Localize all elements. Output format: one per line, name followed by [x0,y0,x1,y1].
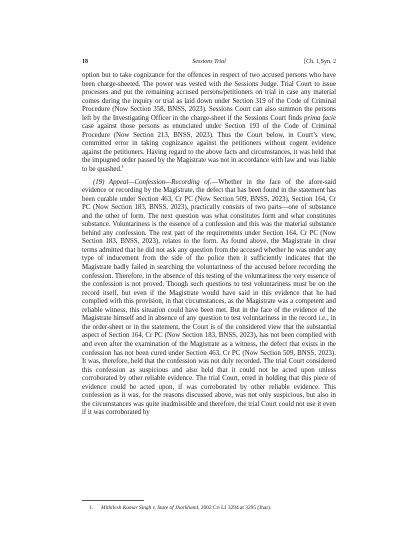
page-header [82,57,336,67]
paragraph-text: case against those persons as enunciated under Section 193 of the Code of Criminal Procedure (Now Section 213, BNSS, 2023). Thus the Court below, in Court’s view, committed error in taking cognizance against the petitioners without cogent evidence against the petitioners. Having regard to the above facts and circumstances, it was held that the impugned order passed by the Magistrate was not in accordance with law and was liable to be quashed. [82,123,336,174]
paragraph-text: , in the order-sheet or in the statement, the Court is of the considered view that the substantial aspect of Section 164, Cr PC (Now Section 183, BNSS, 2023), has not been complied with and even after the examination of the Magistrate as a witness, the defect that exists in the confession has not been cured under Section 463, Cr PC (Now Section 509, BNSS, 2023). It was, therefore, held that the confession was not duly recorded. The trial Court considered this confession as suspicious and also held that it could not be acted upon unless corroborated by other reliable evidence. The trial Court, erred in holding that this piece of evidence could be acted upon, if was corroborated by other reliable evidence. This confession as it was, for the reasons discussed above, was not only suspicious, but also in the circumstances was quite inadmissible and therefore, the trial Court could not use it even if it was corroborated by [82,315,336,417]
chapter-reference: [Ch. 1,Syn. 2 [304,59,336,65]
footnote-number: 1. [89,505,94,511]
body-text [82,72,336,418]
footnote-case-name: Mithilesh Kumar Singh v. State of Jharkhand [101,505,199,511]
running-title: Sessions Trial [192,59,226,65]
paragraph-heading: (19) Appeal—Confession—Recording of. [93,178,212,186]
italic-term: i.e. [318,315,327,323]
footnote-marker[interactable]: 1 [121,164,124,170]
paragraph-text: option but to take cognizance for the offences in respect of two accused persons who have been charge-sheeted. The power was vested with the Sessions Judge. Trial Court to issue processes and put the remaining accused persons/petitioners on trial in case any material comes during the inquiry or trial as laid down under Section 319 of the Code of Criminal Procedure (Now Section 358, BNSS, 2023). Sessions Court can also summon the persons left by the Investigating Officer in the charge-sheet if the Sessions Court finds [82,72,336,122]
page-number: 18 [82,59,88,65]
footnote [82,505,336,512]
footnote-divider [82,500,144,501]
paragraph-19 [82,179,336,418]
paragraph-continued [82,72,336,175]
footnote-citation: , 2002 Cri LJ 3294 at 3295 (Jhar). [198,505,272,511]
italic-term: prima facie [304,114,336,122]
paragraph-text: —Whether in the face of the afore-said evidence or recording by the Magistrate, the defect that has been found in the statement has been curable under Section 463, Cr PC (Now Section 509, BNSS, 2023), Section 164, Cr PC (Now Section 183, BNSS, 2023), practically consists of two parts—one of substance and the other of form. The next question was what constitutes form and what constitutes substance. Voluntariness is the essence of a confession and this was the material substance behind any confession. The rest part of the requirements under Section 164, Cr PC (Now Section 183, BNSS, 2023), relates to the form. As found above, the Magistrate in clear terms admitted that he did not ask any question from the accused whether he was under any type of inducement from the side of the police then it sufficiently indicates that the Magistrate badly failed in searching the voluntariness of the accused before recording the confession. Therefore, in the absence of this testing of the voluntariness the very essence of the confession is not proved. Though such questions to test voluntariness must be on the record itself, but even if the Magistrate would have said in this evidence that he had complied with this provision, in that circumstances, as the Magistrate was a competent and reliable witness, this situation could have been met. But in the face of the evidence of the Magistrate himself and in absence of any question to test voluntariness in the record [82,178,336,323]
